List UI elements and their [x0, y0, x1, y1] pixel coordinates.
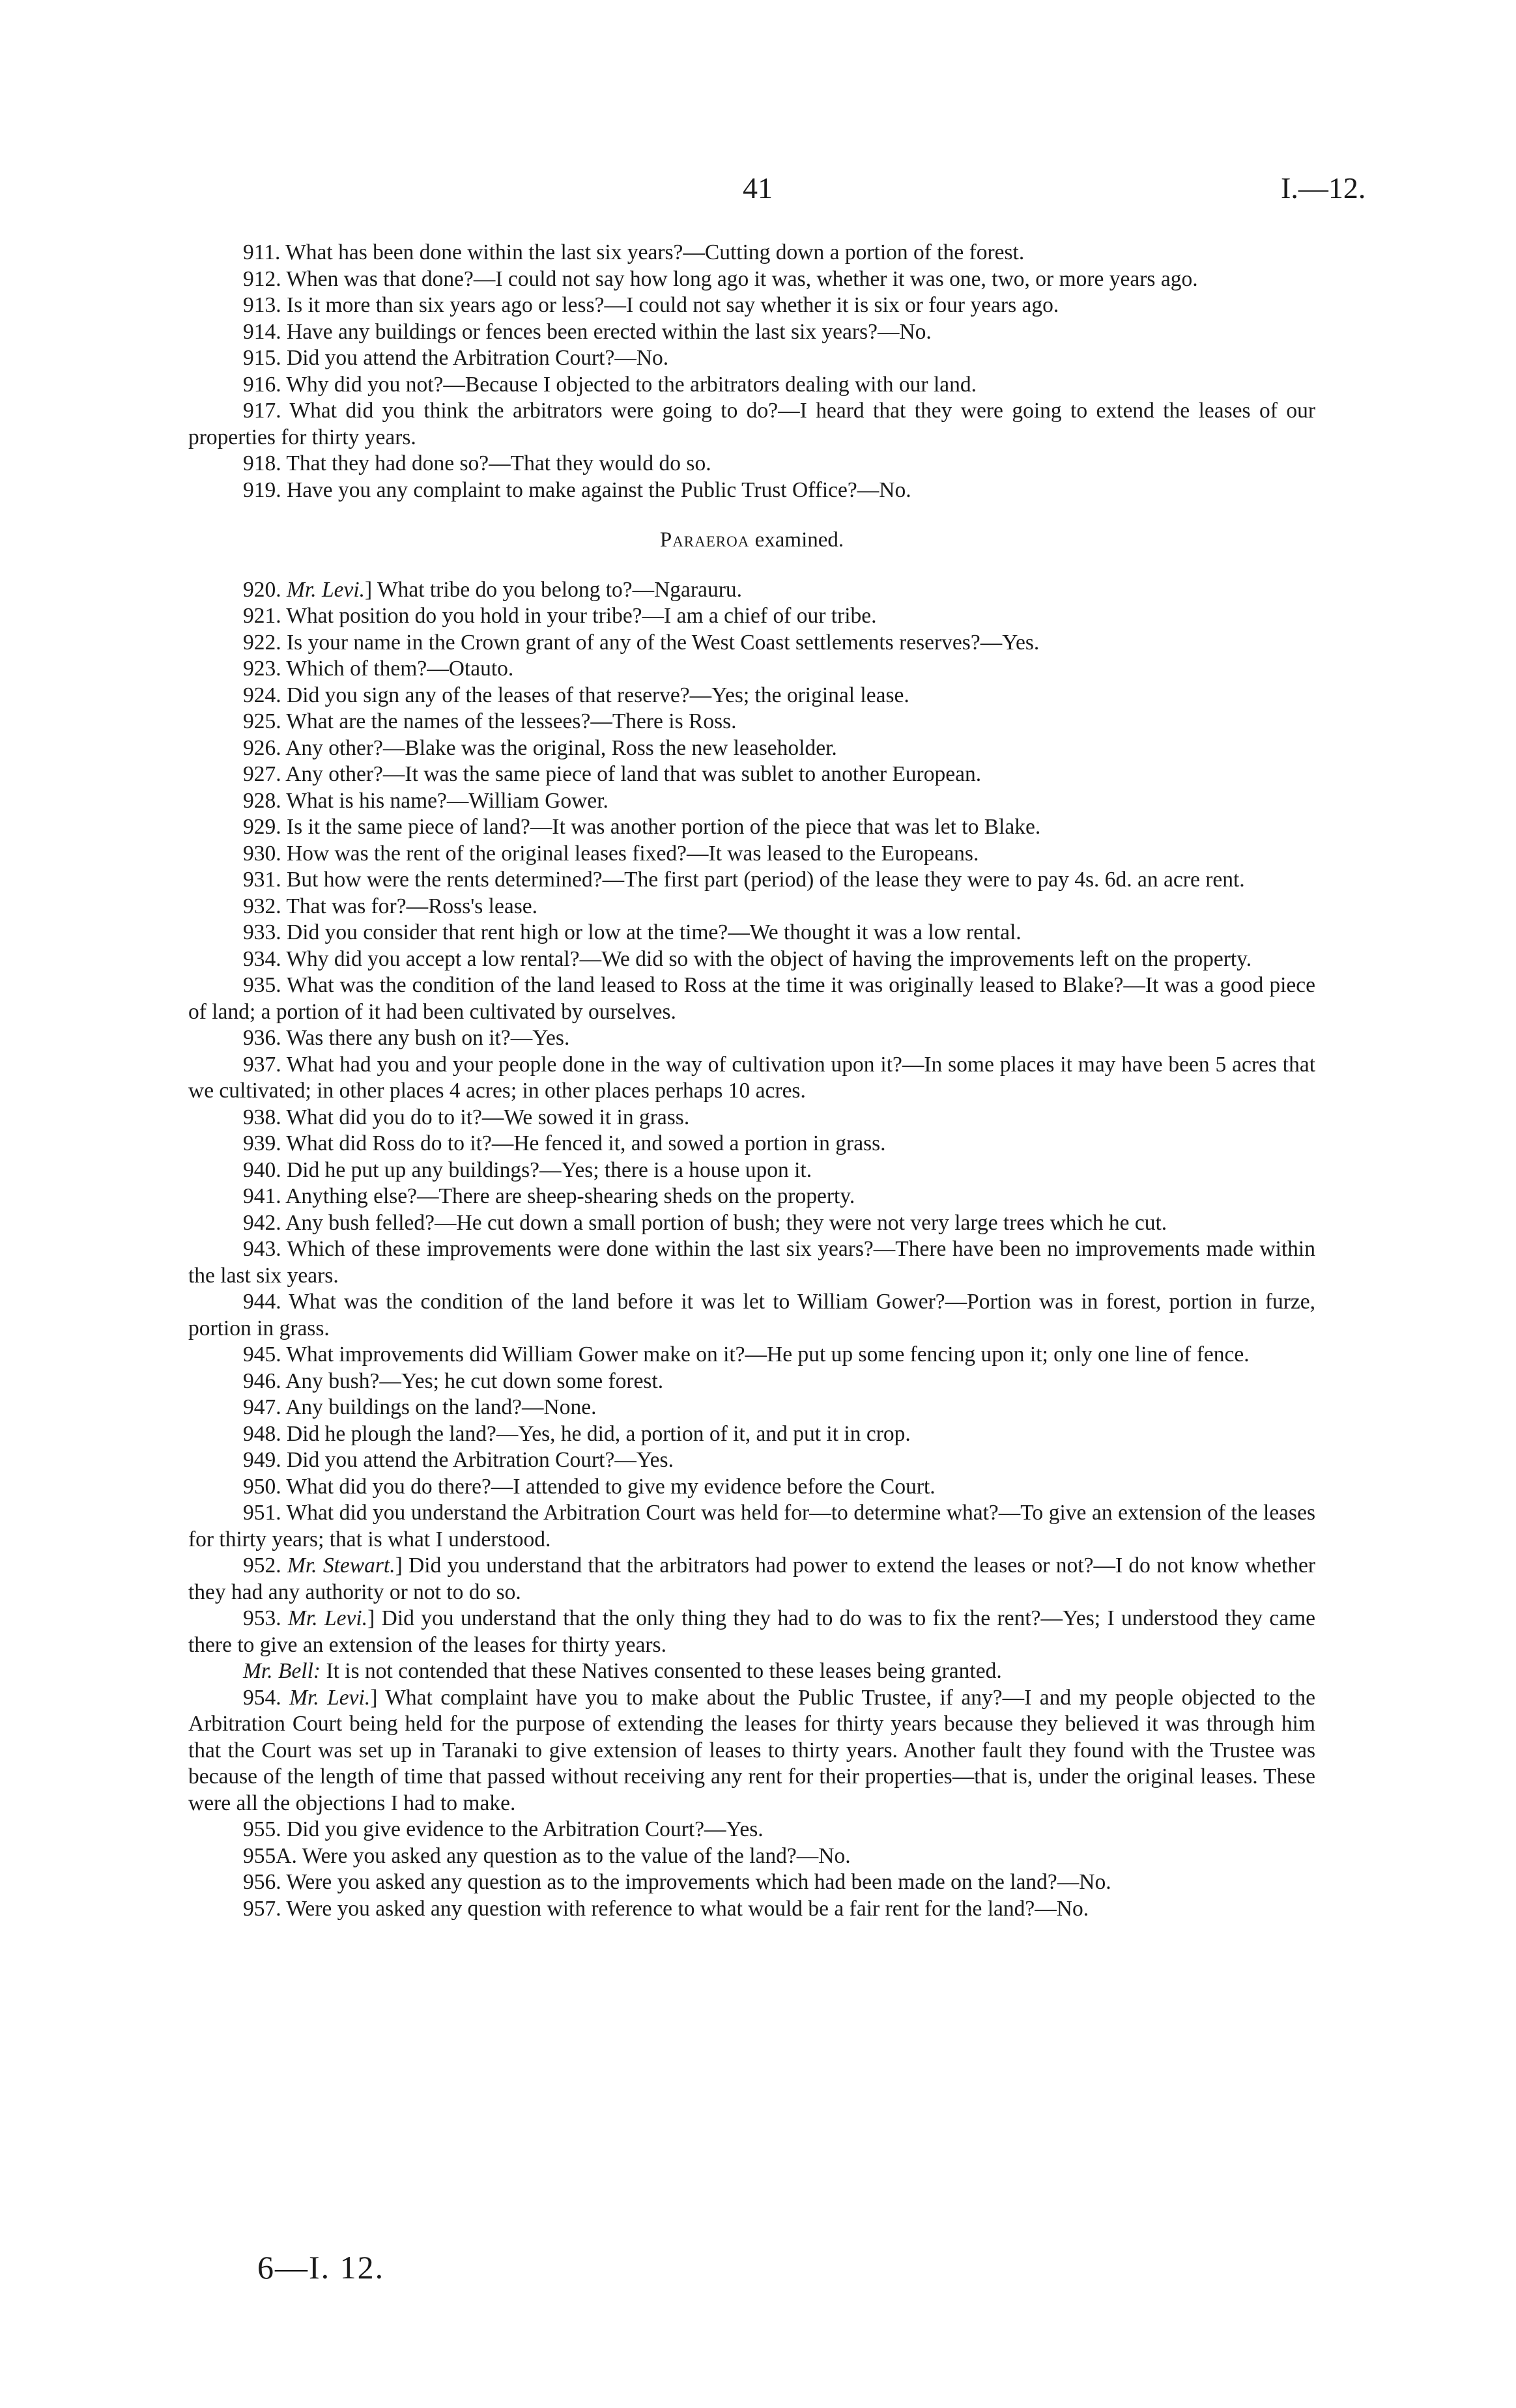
- paragraph: 924. Did you sign any of the leases of that reserve?—Yes; the original lease.: [243, 683, 909, 707]
- paragraph: 914. Have any buildings or fences been erected within the last six years?—No.: [243, 319, 932, 344]
- section-heading: [188, 527, 1315, 554]
- speaker: Mr. Levi.: [288, 1606, 368, 1630]
- paragraph: 957. Were you asked any question with reference to what would be a fair rent for the land?—No.: [243, 1896, 1089, 1921]
- paragraph: 928. What is his name?—William Gower.: [243, 788, 608, 813]
- paragraph: [188, 1658, 1315, 1685]
- paragraph: 923. Which of them?—Otauto.: [243, 657, 514, 681]
- paragraph: 915. Did you attend the Arbitration Court?—No.: [243, 346, 669, 370]
- paragraph: 925. What are the names of the lessees?—There is Ross.: [243, 709, 737, 733]
- paper-code: I.—12.: [1281, 171, 1366, 205]
- heading-rest: examined.: [754, 528, 844, 552]
- paragraph: 944. What was the condition of the land before it was let to William Gower?—Portion was in forest, portion in furze, portion in grass.: [188, 1290, 1315, 1340]
- paragraph: 931. But how were the rents determined?—The first part (period) of the lease they were to pay 4s. 6d. an acre rent.: [243, 868, 1245, 892]
- page-body: [188, 240, 1315, 1922]
- paragraph: 946. Any bush?—Yes; he cut down some forest.: [243, 1368, 664, 1393]
- question-text: ] Did you understand that the only thing they had to do was to fix the rent?—Yes; I understood they came there to give an extension of the leases for thirty years.: [188, 1606, 1316, 1657]
- paragraph: 940. Did he put up any buildings?—Yes; there is a house upon it.: [243, 1157, 812, 1182]
- speaker: Mr. Levi.: [287, 577, 365, 602]
- question-text: ] What tribe do you belong to?—Ngarauru.: [365, 577, 742, 602]
- question-text: ] What complaint have you to make about the Public Trustee, if any?—I and my people objected to the Arbitration Court being held for the purpose of extending the leases for thirty years because they believed it was through him that the Court was set up in Taranaki to give extension of leases to thirty years. Another fault they found with the Trustee was because of the length of time that passed without receiving any rent for their properties—that is, under the original leases. These were all the objections I had to make.: [188, 1685, 1316, 1815]
- paragraph: 912. When was that done?—I could not say how long ago it was, whether it was one, two, or more years ago.: [243, 266, 1198, 291]
- paragraph: 917. What did you think the arbitrators were going to do?—I heard that they were going to extend the leases of our properties for thirty years.: [188, 399, 1315, 449]
- witness-name: Paraeroa: [659, 528, 750, 552]
- paragraph: [188, 1685, 1315, 1817]
- paragraph: 934. Why did you accept a low rental?—We did so with the object of having the improvements left on the property.: [243, 946, 1252, 971]
- signature-mark: 6—I. 12.: [257, 2249, 385, 2286]
- paragraph: [188, 1606, 1315, 1658]
- paragraph: 935. What was the condition of the land leased to Ross at the time it was originally leased to Blake?—It was a good piece of land; a portion of it had been cultivated by ourselves.: [188, 973, 1315, 1024]
- paragraph: 911. What has been done within the last six years?—Cutting down a portion of the forest.: [243, 240, 1025, 264]
- paragraph: 937. What had you and your people done in the way of cultivation upon it?—In some places it may have been 5 acres that we cultivated; in other places 4 acres; in other places perhaps 10 acres.: [188, 1052, 1315, 1103]
- question-number: 953.: [243, 1606, 281, 1630]
- paragraph: 949. Did you attend the Arbitration Court?—Yes.: [243, 1448, 674, 1472]
- paragraph: 936. Was there any bush on it?—Yes.: [243, 1026, 570, 1050]
- paragraph: [188, 1553, 1315, 1606]
- paragraph: 933. Did you consider that rent high or low at the time?—We thought it was a low rental.: [243, 920, 1022, 944]
- paragraph: [188, 577, 1315, 604]
- paragraph: 913. Is it more than six years ago or less?—I could not say whether it is six or four years ago.: [243, 293, 1059, 317]
- paragraph: 939. What did Ross do to it?—He fenced it, and sowed a portion in grass.: [243, 1131, 886, 1155]
- paragraph: 916. Why did you not?—Because I objected to the arbitrators dealing with our land.: [243, 372, 977, 397]
- speaker: Mr. Stewart.: [287, 1553, 395, 1578]
- paragraph: 919. Have you any complaint to make against the Public Trust Office?—No.: [243, 477, 911, 502]
- question-number: 952.: [243, 1553, 281, 1578]
- speaker: Mr. Levi.: [289, 1685, 371, 1710]
- paragraph: 955. Did you give evidence to the Arbitration Court?—Yes.: [243, 1817, 764, 1841]
- paragraph: 930. How was the rent of the original leases fixed?—It was leased to the Europeans.: [243, 841, 979, 866]
- paragraph: 922. Is your name in the Crown grant of any of the West Coast settlements reserves?—Yes.: [243, 630, 1040, 655]
- paragraph: 941. Anything else?—There are sheep-shearing sheds on the property.: [243, 1184, 855, 1208]
- paragraph: 927. Any other?—It was the same piece of land that was sublet to another European.: [243, 762, 982, 786]
- paragraph: 932. That was for?—Ross's lease.: [243, 894, 538, 918]
- paragraph: 918. That they had done so?—That they would do so.: [243, 451, 711, 475]
- page-number: 41: [743, 171, 773, 205]
- paragraph: 938. What did you do to it?—We sowed it in grass.: [243, 1105, 690, 1129]
- speaker: Mr. Bell:: [243, 1659, 321, 1683]
- paragraph: 942. Any bush felled?—He cut down a small portion of bush; they were not very large trees which he cut.: [243, 1210, 1167, 1235]
- paragraph: 950. What did you do there?—I attended to give my evidence before the Court.: [243, 1474, 936, 1499]
- question-text: ] Did you understand that the arbitrators had power to extend the leases or not?—I do not know whether they had any authority or not to do so.: [188, 1553, 1316, 1604]
- paragraph: 955A. Were you asked any question as to the value of the land?—No.: [243, 1843, 851, 1868]
- question-number: 920.: [243, 577, 281, 602]
- paragraph: 947. Any buildings on the land?—None.: [243, 1395, 597, 1419]
- paragraph: 948. Did he plough the land?—Yes, he did, a portion of it, and put it in crop.: [243, 1421, 911, 1446]
- paragraph: 929. Is it the same piece of land?—It was another portion of the piece that was let to Blake.: [243, 815, 1041, 839]
- paragraph: 921. What position do you hold in your tribe?—I am a chief of our tribe.: [243, 604, 877, 628]
- paragraph: 956. Were you asked any question as to the improvements which had been made on the land?—No.: [243, 1870, 1111, 1894]
- paragraph: 951. What did you understand the Arbitration Court was held for—to determine what?—To give an extension of the leases for thirty years; that is what I understood.: [188, 1501, 1315, 1551]
- paragraph: 926. Any other?—Blake was the original, Ross the new leaseholder.: [243, 735, 837, 760]
- paragraph: 943. Which of these improvements were done within the last six years?—There have been no improvements made within the last six years.: [188, 1237, 1315, 1288]
- paragraph: 945. What improvements did William Gower make on it?—He put up some fencing upon it; only one line of fence.: [243, 1342, 1250, 1367]
- statement-text: It is not contended that these Natives consented to these leases being granted.: [321, 1659, 1002, 1683]
- question-number: 954.: [243, 1685, 281, 1710]
